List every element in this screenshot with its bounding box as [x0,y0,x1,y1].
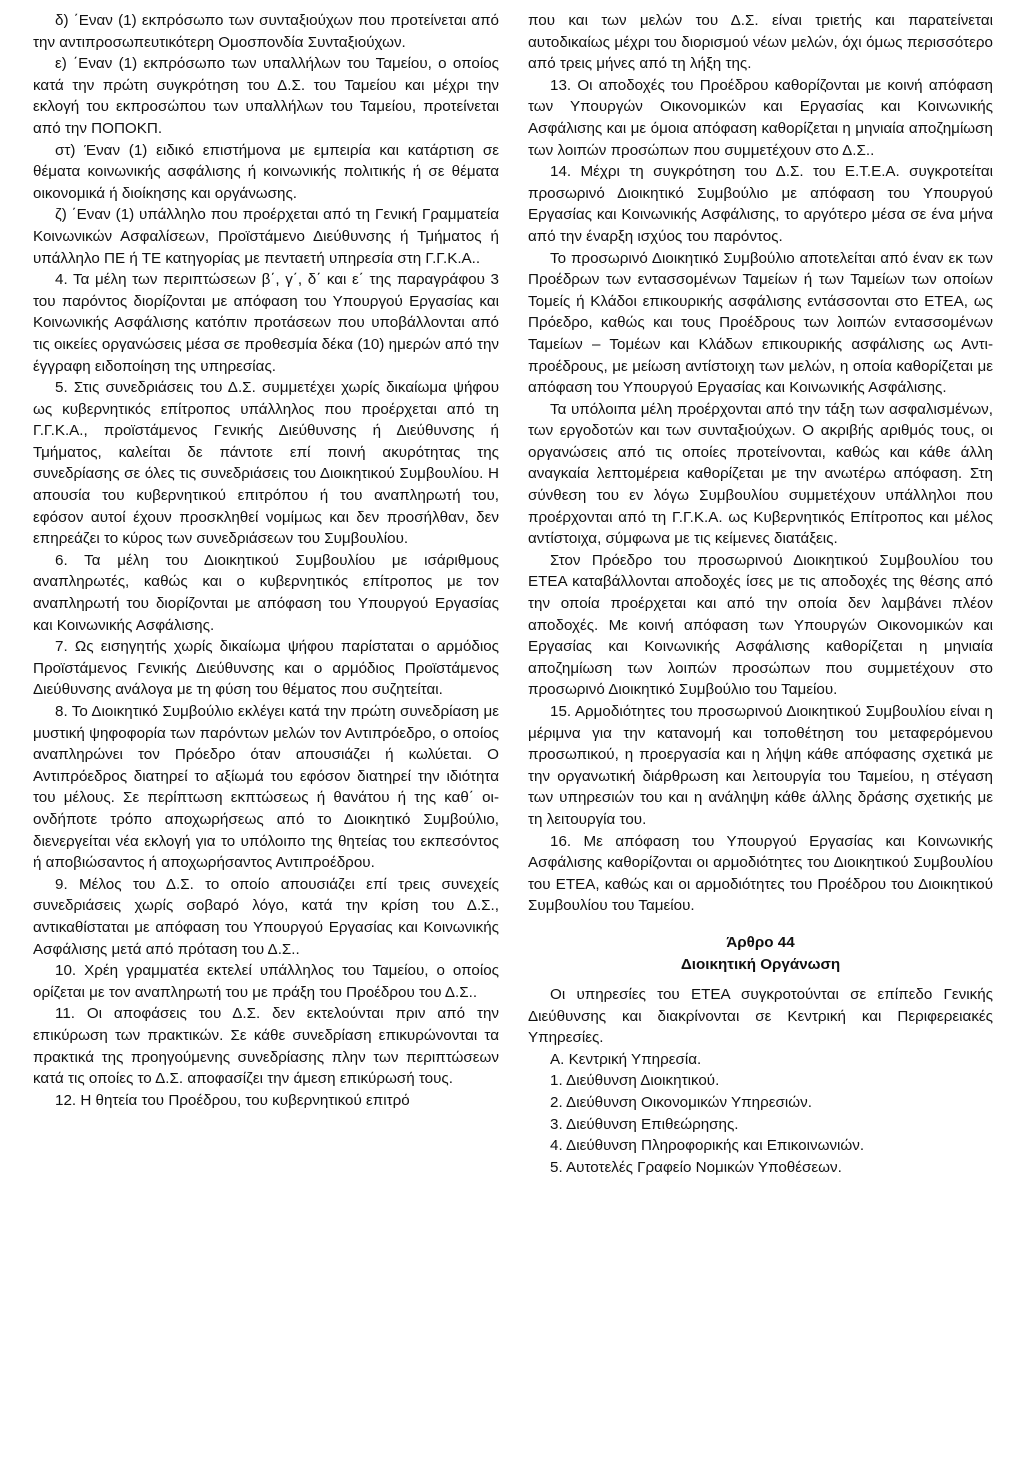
paragraph: 16. Με απόφαση του Υπουργού Εργασίας και Κοινωνικής Ασφάλισης καθορίζονται οι αρμοδιότητες του Διοικητικού Συμβουλίου του ΕΤΕΑ, καθώς και οι αρμοδιότητες του Προέδρου του Διοικητικού Συμβουλίου του Ταμείου. [528,832,993,915]
paragraph: 10. Χρέη γραμματέα εκτελεί υπάλληλος του Ταμείου, ο οποίος ορίζεται με τον αναπληρωτή του με πράξη του Προέδρου του Δ.Σ.. [33,962,499,1001]
paragraph: Οι υπηρεσίες του ΕΤΕΑ συγκροτούνται σε επίπεδο Γενικής Διεύθυνσης και διακρίνονται σε Κεντρική και Περιφερειακές Υπηρεσίες. [528,985,993,1047]
paragraph: ε) ΄Εναν (1) εκπρόσωπο των υπαλλήλων του Ταμείου, ο οποίος κατά την πρώτη συγκρότηση του Δ.Σ. του Ταμείου και μέχρι την εκλογή του εκπροσώπου των υπαλλήλων του Ταμείου, προτείνεται από την ΠΟΠΟΚΠ. [33,55,499,137]
list-item: 5. Αυτοτελές Γραφείο Νομικών Υποθέσεων. [550,1158,842,1176]
list-item: 4. Διεύθυνση Πληροφορικής και Επικοινωνιών. [550,1137,865,1155]
article-heading [528,932,993,976]
paragraph: 7. Ως εισηγητής χωρίς δικαίωμα ψήφου παρίσταται ο αρμόδιος Προϊστάμενος Γενικής Διεύθυνσης και ο αρμόδιος Προϊστάμενος Διεύθυνσης ανάλογα με τη φύση του θέματος που συζητείται. [33,638,499,699]
paragraph: 9. Μέλος του Δ.Σ. το οποίο απουσιάζει επί τρεις συνεχείς συνεδριάσεις χωρίς σοβαρό λόγο, κατά την κρίση του Δ.Σ., αντικαθίσταται με απόφαση του Υπουργού Εργασίας και Κοινωνικής Ασφάλισης μετά από πρόταση του Δ.Σ.. [33,875,499,958]
paragraph: ζ) ΄Εναν (1) υπάλληλο που προέρχεται από τη Γενική Γραμματεία Κοινωνικών Ασφαλίσεων, Προϊστάμενο Διεύθυνσης ή Τμήματος ή υπάλληλο ΠΕ ή ΤΕ κατηγορίας με πενταετή υπηρεσία στη Γ.Γ.Κ.Α.. [33,206,499,267]
paragraph: 12. Η θητεία του Προέδρου, του κυβερνητικού επιτρό [55,1091,410,1109]
paragraph-continuation: που και των μελών του Δ.Σ. είναι τριετής και παρατείνεται αυτοδικαίως μέχρι του διορισμού νέων μελών, όχι όμως περισσότερο από τρεις μήνες από τη λήξη της. [528,12,993,73]
paragraph: Το προσωρινό Διοικητικό Συμβούλιο αποτελείται από έναν εκ των Προέδρων των εντασσομένων Ταμείων ή των Ταμείων των οποίων Τομείς ή Κλάδοι επικουρικής ασφάλισης εντάσσονται στο ΕΤΕΑ, ως Πρόεδρο, καθώς και τους Προέδρους των λοιπών εντασσομένων Ταμείων – Τομέων και Κλάδων επικουρικής ασφάλισης ως Αντιπροέδρους, με μείωση αντίστοιχη των μελών, η οποία καθορίζεται με απόφαση του Υπουργού Εργασίας και Κοινωνικής Ασφάλισης. [528,249,993,397]
paragraph: 5. Στις συνεδριάσεις του Δ.Σ. συμμετέχει χωρίς δικαίωμα ψήφου ως κυβερνητικός επίτροπος υπάλληλος που προέρχεται από τη Γ.Γ.Κ.Α., προϊστάμενος Γενικής Διεύθυνσης ή Διεύθυνσης ή Τμήματος, καλείται δε πάντοτε επί ποινή ακυρότητας της συνεδρίασης σε όλες τις συνεδριάσεις του Διοικητικού Συμβουλίου. Η απουσία του κυβερνητικού επιτρόπου ή του αναπληρωτή του, εφόσον αυτοί έχουν προσκληθεί νομίμως και δεν προσήλθαν, δεν επηρεάζει το κύρος των συνεδριάσεων του Συμβουλίου. [33,379,499,548]
list-item: 3. Διεύθυνση Επιθεώρησης. [550,1115,739,1133]
paragraph: στ) Έναν (1) ειδικό επιστήμονα με εμπειρία και κατάρτιση σε θέματα κοινωνικής ασφάλισης ή κοινωνικής πολιτικής ή σε θέματα οικονομικά ή διοίκησης και οργάνωσης. [33,141,499,202]
list-item: Α. Κεντρική Υπηρεσία. [550,1050,702,1068]
list-item: 2. Διεύθυνση Οικονομικών Υπηρεσιών. [550,1093,812,1111]
list-item: 1. Διεύθυνση Διοικητικού. [550,1072,720,1090]
paragraph: 14. Μέχρι τη συγκρότηση του Δ.Σ. του Ε.Τ.Ε.Α. συγκροτείται προσωρινό Διοικητικό Συμβούλιο με απόφαση του Υπουργού Εργασίας και Κοινωνικής Ασφάλισης, το αργότερο μέσα σε ένα μήνα από την έναρξη ισχύος του παρόντος. [528,163,993,245]
article-title: Διοικητική Οργάνωση [680,955,841,973]
article-number: Άρθρο 44 [726,933,795,951]
left-column [33,10,499,1111]
paragraph: δ) ΄Εναν (1) εκπρόσωπο των συνταξιούχων που προτείνεται από την αντιπροσωπευτικότερη Ομοσπονδία Συνταξιούχων. [33,12,499,51]
paragraph: 6. Τα μέλη του Διοικητικού Συμβουλίου με ισάριθμους αναπληρωτές, καθώς και ο κυβερνητικός επίτροπος με τον αναπληρωτή του διορίζονται με απόφαση του Υπουργού Εργασίας και Κοινωνικής Ασφάλισης. [33,551,499,634]
paragraph: 11. Οι αποφάσεις του Δ.Σ. δεν εκτελούνται πριν από την επικύρωση των πρακτικών. Σε κάθε συνεδρίαση επικυρώνονται τα πρακτικά της προηγούμενης συνεδρίασης πλην των περιπτώσεων κατά τις οποίες το Δ.Σ. αποφασίζει την άμεση επικύρωσή τους. [33,1005,499,1088]
right-column [528,10,993,1178]
paragraph: 4. Τα μέλη των περιπτώσεων β΄, γ΄, δ΄ και ε΄ της παραγράφου 3 του παρόντος διορίζονται με απόφαση του Υπουργού Εργασίας και Κοινωνικής Ασφάλισης κατόπιν προτάσεων που υποβάλλονται από τις οικείες οργανώσεις μέσα σε προθεσμία δέκα (10) ημερών από την έγγραφη ειδοποίηση της υπηρεσίας. [33,271,499,375]
paragraph: Τα υπόλοιπα μέλη προέρχονται από την τάξη των ασφαλισμένων, των εργοδοτών και των συνταξιούχων. Ο ακριβής αριθμός τους, οι οργανώσεις από τις οποίες προτείνονται, καθώς και κάθε άλλη αναγκαία λεπτομέρεια καθορίζεται με την ανωτέρω απόφαση. Στη σύνθεση του εν λόγω Συμβουλίου συμμετέχουν υπάλληλοι που προέρχονται από τη Γ.Γ.Κ.Α. ως Κυβερνητικός Επίτροπος και μέλος αντίστοιχα, σύμφωνα με τις κείμενες διατάξεις. [528,400,993,548]
paragraph: 8. Το Διοικητικό Συμβούλιο εκλέγει κατά την πρώτη συνεδρίαση με μυστική ψηφοφορία των παρόντων μελών τον Αντιπρόεδρο, ο οποίος αναπληρώνει τον Πρόεδρο όταν απουσιάζει ή κωλύεται. Ο Αντιπρόεδρος διατηρεί το αξίωμά του εφόσον διατηρεί την ιδιότητα του μέλους. Σε περίπτωση εκπτώσεως ή θανάτου ή της καθ΄ οιονδήποτε τρόπο αποχωρήσεως από το Διοικητικό Συμβούλιο, διενεργείται νέα εκλογή για το υπόλοιπο της θητείας του εκπεσόντος ή αποβιώσαντος ή αποχωρήσαντος Αντιπροέδρου. [33,703,499,872]
paragraph: 15. Αρμοδιότητες του προσωρινού Διοικητικού Συμβουλίου είναι η μέριμνα για την κατανομή και τοποθέτηση του μεταφερόμενου προσωπικού, η προεργασία και η λήψη κάθε απόφασης σχετικά με την οργανωτική διάρθρωση και λειτουργία του Ταμείου, η στέγαση των υπηρεσιών του και η ανάληψη κάθε άλλης δράσης σχετικής με τη λειτουργία του. [528,703,993,828]
paragraph: 13. Οι αποδοχές του Προέδρου καθορίζονται με κοινή απόφαση των Υπουργών Οικονομικών και Εργασίας και Κοινωνικής Ασφάλισης και με όμοια απόφαση καθορίζεται η μηνιαία αποζημίωση των λοιπών προσώπων που συμμετέχουν στο Δ.Σ.. [528,76,993,159]
paragraph: Στον Πρόεδρο του προσωρινού Διοικητικού Συμβουλίου του ΕΤΕΑ καταβάλλονται αποδοχές ίσες με τις αποδοχές της θέσης από την οποία προέρχεται και από την οποία δεν λαμβάνει πλέον αποδοχές. Με κοινή απόφαση των Υπουργών Οικονομικών και Εργασίας και Κοινωνικής Ασφάλισης καθορίζεται η μηνιαία αποζημίωση των λοιπών προσώπων που συμμετέχουν στο προσωρινό Διοικητικό Συμβούλιο του Ταμείου. [528,551,993,699]
